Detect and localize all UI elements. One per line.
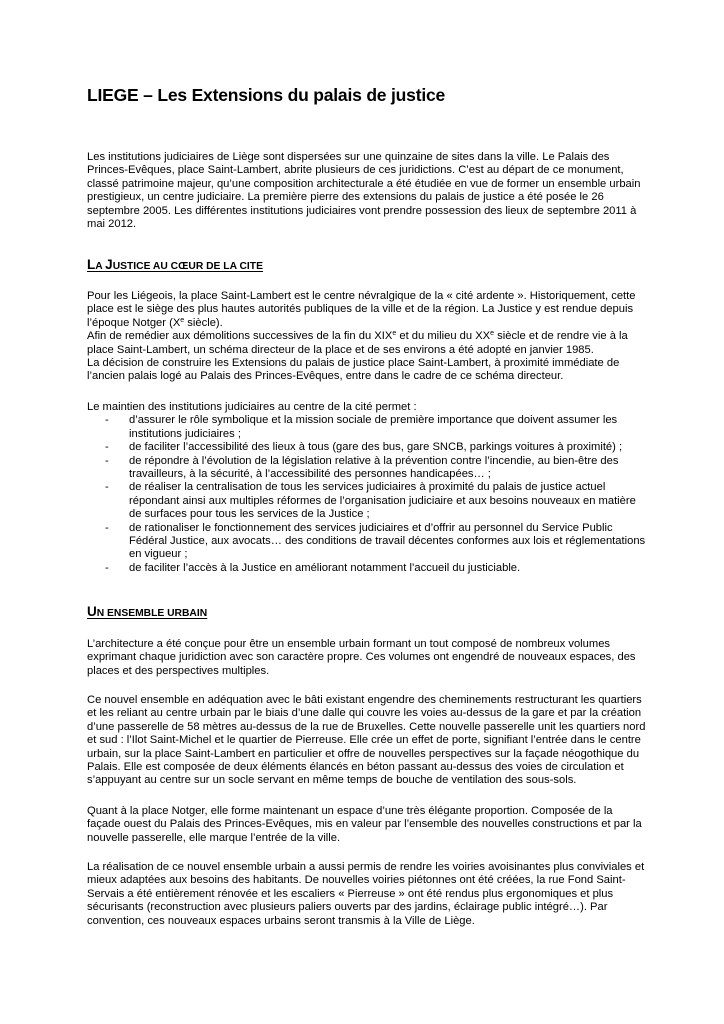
list-item-text: de réaliser la centralisation de tous les services judiciaires à proximité du palais de justice actuel répondant ainsi aux multiples réformes de l’organisation judiciaire et aux besoins nouveaux en matière de surfaces pour tous les services de la Justice ; <box>129 481 636 521</box>
heading-rest: N ENSEMBLE URBAIN <box>96 608 208 619</box>
list-item <box>87 455 647 482</box>
dash-bullet: - <box>105 521 109 534</box>
list-item-text: de rationaliser le fonctionnement des services judiciaires et d’offrir au personnel du Service Public Fédéral Justice, aux avocats… des conditions de travail décentes conformes aux lois et réglementations en vigueur ; <box>129 521 646 561</box>
section-justice-body <box>87 290 647 384</box>
list-item <box>87 414 647 441</box>
heading-rest: USTICE AU CŒUR DE LA CITE <box>112 261 263 272</box>
heading-initial: U <box>87 604 97 619</box>
list-intro: Le maintien des institutions judiciaires au centre de la cité permet : <box>87 401 417 413</box>
paragraph-text: siècle et de rendre vie à la place Saint-Lambert, un schéma directeur de la place et de ses environs a été adopté en janvier 1985. <box>87 330 628 356</box>
dash-bullet: - <box>105 414 109 427</box>
heading-small: A <box>95 261 106 272</box>
paragraph <box>87 330 647 357</box>
paragraph: La réalisation de ce nouvel ensemble urbain a aussi permis de rendre les voiries avoisinantes plus conviviales et mieux adaptées aux besoins des habitants. De nouvelles voiries piétonnes ont été créées, la rue Fond Saint-Servais a été entièrement rénovée et les escaliers « Pierreuse » ont été rendus plus ergonomiques et plus sécurisants (reconstruction avec plusieurs paliers ouverts par des jardins, éclairage public intégré…). Par convention, ces nouveaux espaces urbains seront transmis à la Ville de Liège. <box>87 861 645 927</box>
dash-bullet: - <box>105 561 109 574</box>
list-item <box>87 522 647 562</box>
superscript: e <box>180 316 185 324</box>
section-ensemble-body <box>87 861 647 928</box>
list-item-text: d’assurer le rôle symbolique et la mission sociale de première importance que doivent assumer les institutions judiciaires ; <box>129 414 618 440</box>
superscript: e <box>392 330 397 338</box>
paragraph: L’architecture a été conçue pour être un ensemble urbain formant un tout composé de nombreux volumes exprimant chaque juridiction avec son caractère propre. Ces volumes ont engendré de nouveaux espaces, des places et des perspectives multiples. <box>87 638 636 677</box>
section-ensemble-body <box>87 805 647 845</box>
intro-paragraph: Les institutions judiciaires de Liège sont dispersées sur une quinzaine de sites dans la ville. Le Palais des Princes-Evêques, place Saint-Lambert, abrite plusieurs de ces juridictions. C’est au départ de ce monument, classé patrimoine majeur, qu’une composition architecturale a été étudiée en vue de former un ensemble urbain prestigieux, un centre judiciaire. La première pierre des extensions du palais de justice a été posée le 26 septembre 2005. Les différentes institutions judiciaires vont prendre possession des lieux de septembre 2011 à mai 2012. <box>87 151 641 231</box>
list-item <box>87 441 647 454</box>
section-ensemble-body <box>87 638 647 678</box>
section-heading-ensemble <box>87 604 207 619</box>
paragraph-text: siècle). <box>184 316 223 329</box>
superscript: e <box>490 330 495 338</box>
paragraph-text: et du milieu du XX <box>396 330 491 343</box>
list-item-text: de faciliter l’accessibilité des lieux à tous (gare des bus, gare SNCB, parkings voitures à proximité) ; <box>129 441 623 454</box>
paragraph: Quant à la place Notger, elle forme maintenant un espace d’une très élégante proportion. Composée de la façade ouest du Palais des Princes-Evêques, mis en valeur par l’ensemble des nouvelles constructions et par la nouvelle passerelle, elle marque l’entrée de la ville. <box>87 805 642 844</box>
dash-bullet: - <box>105 441 109 454</box>
paragraph-text: Pour les Liégeois, la place Saint-Lambert est le centre névralgique de la « cité ardente ». Historiquement, cette place est le siège des plus hautes autorités publiques de la ville et de la région. La Justice y est rendue depuis l’époque Notger (X <box>87 290 636 329</box>
heading-initial: L <box>87 257 96 272</box>
paragraph-text: Afin de remédier aux démolitions successives de la fin du XIX <box>87 330 393 343</box>
bullet-list <box>87 414 647 575</box>
list-item <box>87 562 647 575</box>
list-item-text: de faciliter l’accès à la Justice en améliorant notamment l’accueil du justiciable. <box>129 561 521 574</box>
list-item-text: de répondre à l’évolution de la législation relative à la prévention contre l’incendie, au bien-être des travailleurs, à la sécurité, à l’accessibilité des personnes handicapées… ; <box>129 454 619 481</box>
list-section <box>87 401 647 575</box>
section-heading-justice <box>87 257 263 272</box>
paragraph: La décision de construire les Extensions du palais de justice place Saint-Lambert, à proximité immédiate de l’ancien palais logé au Palais des Princes-Evêques, entre dans le cadre de ce schéma directeur. <box>87 357 620 383</box>
heading-initial-2: J <box>105 257 113 272</box>
paragraph <box>87 290 647 330</box>
list-item <box>87 481 647 521</box>
paragraph: Ce nouvel ensemble en adéquation avec le bâti existant engendre des cheminements restructurant les quartiers et les reliant au centre urbain par le biais d’une dalle qui couvre les voies au-dessus de la gare et par la création d’une passerelle de 58 mètres au-dessus de la rue de Bruxelles. Cette nouvelle passerelle unit les quartiers nord et sud : l’Ilot Saint-Michel et le quartier de Pierreuse. Elle crée un effet de porte, signifiant l’entrée dans le centre urbain, sur la place Saint-Lambert en particulier et offre de nouvelles perspectives sur la façade néogothique du Palais. Elle est composée de deux éléments élancés en béton passant au-dessus des voies de circulation et s’appuyant au centre sur un socle servant en même temps de bouche de ventilation des sous-sols. <box>87 694 646 787</box>
dash-bullet: - <box>105 481 109 494</box>
dash-bullet: - <box>105 454 109 467</box>
section-ensemble-body <box>87 694 647 788</box>
page-title: LIEGE – Les Extensions du palais de justice <box>87 85 446 105</box>
